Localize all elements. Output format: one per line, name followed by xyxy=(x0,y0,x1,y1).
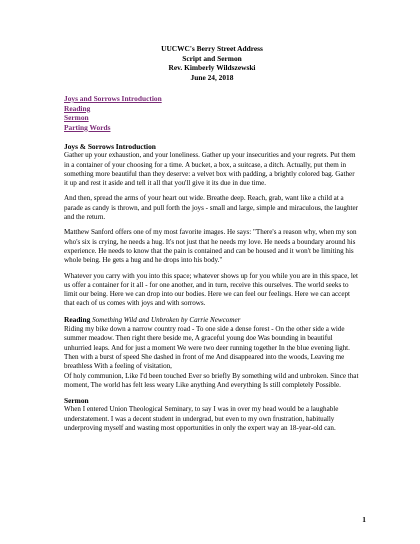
section-heading-reading: Reading xyxy=(64,314,91,324)
toc-link-reading[interactable]: Reading xyxy=(64,103,91,113)
page-number: 1 xyxy=(362,515,366,524)
section-heading-sermon: Sermon xyxy=(64,396,89,406)
paragraph: Whatever you carry with you into this space; whatever shows up for you while you are in this space, let us offer a container for it all - for one another, and in turn, receive this ourselves. The world seeks to limit our being. Here we can drop into our bodies. Here we can feel our feelings. Here we can accept that each of us comes with joys and with sorrows. xyxy=(64,271,358,308)
header-title: UUCWC's Berry Street Address xyxy=(161,44,263,53)
paragraph: When I entered Union Theological Seminary, to say I was in over my head would be a laughable understatement. I was a decent student in undergrad, but even to my own frustration, habitually underproving myself and wasting most opportunities in only the expert way an 18-year-old can. xyxy=(64,405,339,433)
header-date: June 24, 2018 xyxy=(190,72,234,82)
document-body xyxy=(64,44,360,439)
section-heading-joys: Joys & Sorrows Introduction xyxy=(64,142,156,151)
toc-link-parting-words[interactable]: Parting Words xyxy=(64,122,111,132)
toc-link-sermon[interactable]: Sermon xyxy=(64,113,89,122)
paragraph: Gather up your exhaustion, and your loneliness. Gather up your insecurities and your regrets. Put them in a container of your choosing for a time. A bucket, a box, a suitcase, a ditch. Actually, put them in something more beautiful than they deserve: a velvet box with padding, a brightly colored bag. Gather it up and rest it aside and tell it all that you'll give it its due in due time. xyxy=(64,151,356,188)
toc-link-joys[interactable]: Joys and Sorrows Introduction xyxy=(64,94,162,103)
table-of-contents xyxy=(64,94,360,132)
header-subtitle: Script and Sermon xyxy=(182,53,242,63)
reading-title: Something Wild and Unbroken by Carrie Newcomer xyxy=(92,315,241,324)
reading-text-continued: Of holy communion, Like I'd been touched Ever so briefly By something wild and unbroken. Since that moment, The world has felt less weary Like anything And everything Is still completely Possible. xyxy=(64,371,359,389)
reading-text: Riding my bike down a narrow country road - To one side a dense forest - On the other side a wide summer meadow. Then right there beside me, A graceful young doe Was bounding in beautiful unhurried leaps. And for just a moment We were two deer running together In the blue evening light. Then with a burst of speed She dashed in front of me And disappeared into the woods, Leaving me breathless With a feeling of visitation, xyxy=(64,325,350,371)
paragraph: Matthew Sanford offers one of my most favorite images. He says: "There's a reason why, when my son who's six is crying, he needs a hug. It's not just that he needs my love. He needs a boundary around his experience. He needs to know that the pain is contained and can be housed and it won't be limiting his whole being. He gets a hug and he drops into his body." xyxy=(64,228,357,265)
reading-heading-line xyxy=(64,315,360,325)
paragraph: And then, spread the arms of your heart out wide. Breathe deep. Reach, grab, want like a child at a parade as candy is thrown, and pull forth the joys - small and large, simple and miraculous, the laughter and the return. xyxy=(64,194,358,222)
document-header xyxy=(64,44,360,82)
header-author: Rev. Kimberly Wildszewski xyxy=(168,63,256,72)
